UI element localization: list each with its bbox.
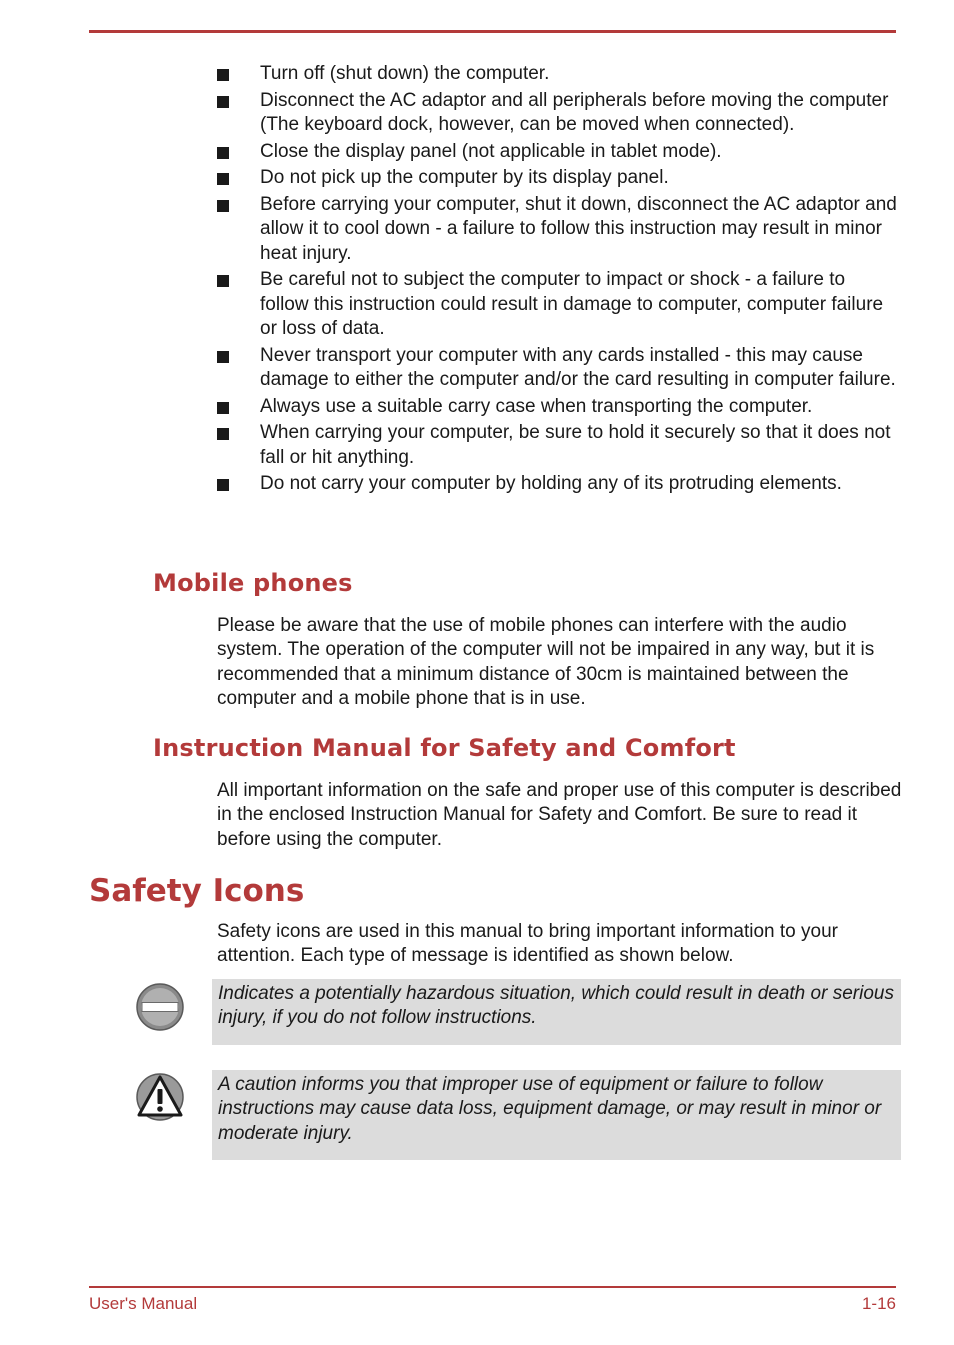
square-bullet-icon (217, 200, 229, 212)
safety-icons-intro: Safety icons are used in this manual to bring important information to your attention. Each type of message is identified as shown below. (217, 921, 838, 967)
square-bullet-icon (217, 69, 229, 81)
list-item: Before carrying your computer, shut it down, disconnect the AC adaptor and allow it to cool down - a failure to follow this instruction may result in minor heat injury. (217, 193, 897, 267)
mobile-phones-text: Please be aware that the use of mobile phones can interfere with the audio system. The operation of the computer will not be impaired in any way, but it is recommended that a minimum distance of 30cm is maintained between the computer and a mobile phone that is in use. (217, 615, 875, 709)
list-item: Disconnect the AC adaptor and all peripherals before moving the computer (The keyboard dock, however, can be moved when connected). (217, 89, 897, 138)
top-divider (89, 30, 896, 33)
list-item: Do not carry your computer by holding any of its protruding elements. (217, 472, 897, 497)
square-bullet-icon (217, 173, 229, 185)
caution-note-text: A caution informs you that improper use of equipment or failure to follow instructions may cause data loss, equipment damage, or may result in minor or moderate injury. (218, 1074, 882, 1144)
square-bullet-icon (217, 351, 229, 363)
prohibition-icon (135, 982, 185, 1032)
list-item: Close the display panel (not applicable in tablet mode). (217, 140, 897, 165)
square-bullet-icon (217, 147, 229, 159)
caution-note (212, 1070, 901, 1160)
square-bullet-icon (217, 402, 229, 414)
instruction-manual-text: All important information on the safe and proper use of this computer is described in the enclosed Instruction Manual for Safety and Comfort. Be sure to read it before using the computer. (217, 780, 902, 850)
danger-note-text: Indicates a potentially hazardous situation, which could result in death or serious injury, if you do not follow instructions. (218, 983, 894, 1029)
instruction-manual-heading: Instruction Manual for Safety and Comfort (153, 734, 736, 762)
list-item: Always use a suitable carry case when transporting the computer. (217, 395, 897, 420)
square-bullet-icon (217, 428, 229, 440)
list-item: Do not pick up the computer by its display panel. (217, 166, 897, 191)
square-bullet-icon (217, 479, 229, 491)
list-item: When carrying your computer, be sure to hold it securely so that it does not fall or hit anything. (217, 421, 897, 470)
footer-title: User's Manual (89, 1294, 198, 1313)
bottom-divider (89, 1286, 896, 1288)
danger-note (212, 979, 901, 1045)
page-number: 1-16 (861, 1294, 896, 1313)
list-item: Be careful not to subject the computer to impact or shock - a failure to follow this instruction could result in damage to computer, computer failure or loss of data. (217, 268, 897, 342)
square-bullet-icon (217, 275, 229, 287)
bullet-list (217, 62, 897, 499)
warning-triangle-icon (135, 1072, 185, 1122)
list-item: Never transport your computer with any cards installed - this may cause damage to either the computer and/or the card resulting in computer failure. (217, 344, 897, 393)
mobile-phones-heading: Mobile phones (153, 569, 353, 597)
list-item: Turn off (shut down) the computer. (217, 62, 897, 87)
square-bullet-icon (217, 96, 229, 108)
safety-icons-heading: Safety Icons (89, 873, 305, 909)
